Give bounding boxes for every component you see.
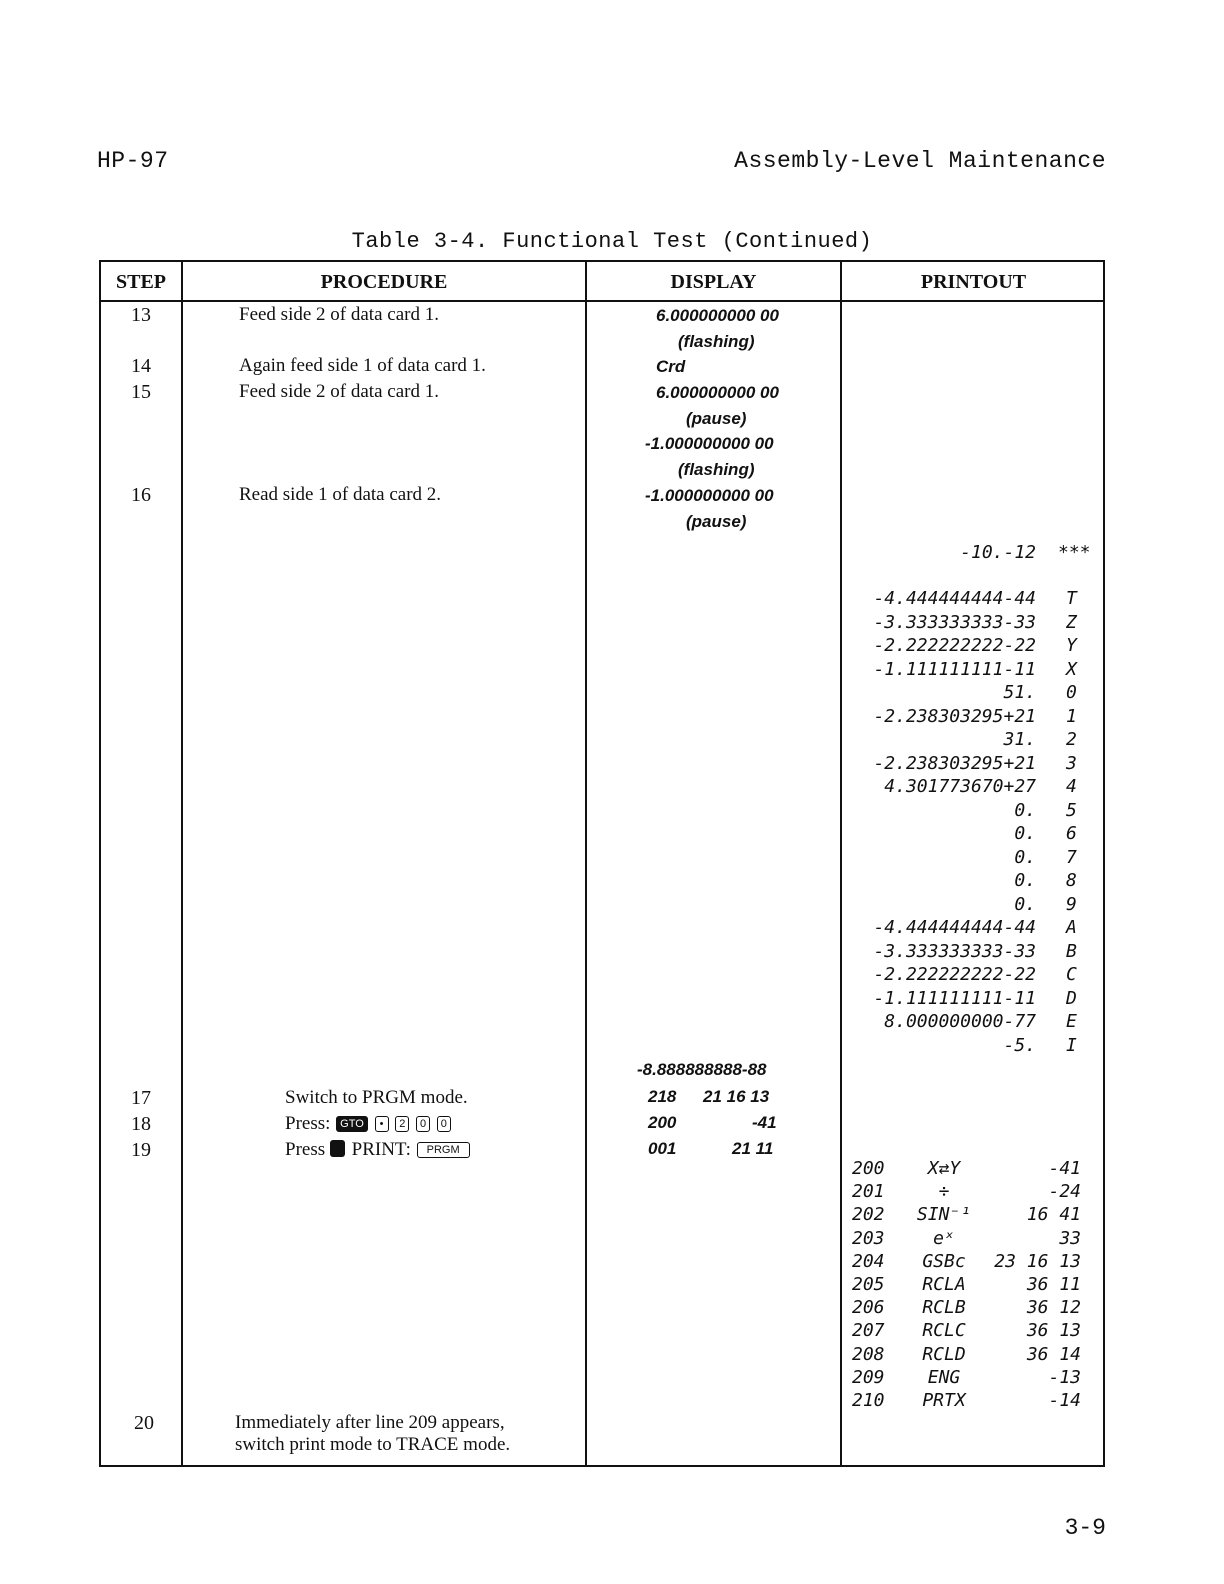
register-name: A (1066, 917, 1077, 938)
display-reading: Crd (656, 357, 686, 376)
print-label: PRINT: (351, 1139, 411, 1160)
register-name: 3 (1066, 752, 1077, 774)
running-header-right: Assembly-Level Maintenance (734, 148, 1106, 174)
program-mnemonic: RCLC (922, 1320, 966, 1342)
page-number: 3-9 (1064, 1515, 1106, 1541)
procedure-text: Immediately after line 209 appears, (235, 1412, 505, 1433)
procedure-text: switch print mode to TRACE mode. (235, 1434, 511, 1455)
program-mnemonic: ÷ (938, 1181, 950, 1203)
display-line-number: 200 (648, 1113, 677, 1132)
register-name: 6 (1066, 823, 1077, 844)
gto-key: GTO (336, 1116, 368, 1132)
register-name: Z (1066, 611, 1077, 633)
procedure-text: Feed side 2 of data card 1. (239, 381, 439, 402)
display-line-number: 001 (648, 1139, 677, 1158)
register-name: 7 (1066, 846, 1077, 868)
program-keycode: 16 41 (1026, 1204, 1081, 1226)
program-mnemonic: GSBc (922, 1250, 966, 1272)
display-keycode: 21 16 13 (703, 1087, 770, 1106)
program-line-number: 206 (852, 1297, 885, 1319)
column-header-procedure: PROCEDURE (320, 271, 448, 293)
program-mnemonic: PRTX (922, 1390, 966, 1411)
program-line-number: 210 (852, 1390, 885, 1411)
register-value: -3.333333333-33 (873, 940, 1036, 962)
register-value: 0. (1014, 799, 1036, 821)
register-name: I (1066, 1034, 1077, 1056)
program-mnemonic: eˣ (933, 1227, 955, 1249)
register-name: 9 (1066, 893, 1077, 915)
procedure-keystrokes (285, 1113, 452, 1135)
register-value: 0. (1014, 893, 1036, 915)
printout-header-value: -10.-12 (960, 542, 1036, 563)
step-number: 17 (131, 1087, 151, 1109)
program-line-number: 208 (852, 1343, 885, 1365)
register-name: B (1066, 940, 1077, 962)
column-divider (585, 262, 587, 1465)
register-name: E (1066, 1011, 1077, 1032)
register-value: 0. (1014, 823, 1036, 844)
column-header-step: STEP (115, 271, 167, 293)
program-keycode: 36 11 (1026, 1274, 1081, 1295)
display-reading: 6.000000000 00 (656, 383, 779, 402)
program-keycode: -24 (1048, 1181, 1081, 1203)
program-line-number: 204 (852, 1250, 885, 1272)
step-number: 13 (131, 304, 151, 326)
procedure-keystrokes (285, 1139, 471, 1161)
display-keycode: -41 (752, 1113, 777, 1132)
register-value: -3.333333333-33 (873, 611, 1036, 633)
register-name: 2 (1066, 729, 1077, 750)
program-mnemonic: RCLA (922, 1274, 966, 1295)
procedure-text: Read side 1 of data card 2. (239, 484, 442, 505)
register-name: X (1066, 658, 1077, 680)
register-value: 51. (1003, 682, 1036, 703)
register-name: 1 (1066, 705, 1077, 727)
register-value: -4.444444444-44 (873, 588, 1036, 609)
step-number: 16 (131, 484, 151, 506)
program-keycode: 36 13 (1026, 1320, 1081, 1342)
register-name: C (1066, 964, 1077, 985)
shift-key-icon (330, 1140, 345, 1157)
printout-header-flag: *** (1058, 542, 1091, 563)
step-number: 19 (131, 1139, 151, 1161)
display-keycode: 21 11 (732, 1139, 774, 1158)
procedure-text: Feed side 2 of data card 1. (239, 304, 439, 325)
register-value: -1.111111111-11 (873, 987, 1036, 1009)
display-reading: -8.888888888-88 (637, 1060, 767, 1079)
header-divider (101, 300, 1103, 302)
register-name: T (1066, 588, 1077, 609)
digit-2-key: 2 (395, 1116, 409, 1132)
display-reading: -1.000000000 00 (645, 486, 774, 505)
program-line-number: 200 (852, 1158, 885, 1179)
program-keycode: 36 14 (1026, 1343, 1081, 1365)
register-name: D (1066, 987, 1077, 1009)
press-label: Press: (285, 1113, 331, 1134)
program-keycode: 33 (1059, 1227, 1081, 1249)
program-keycode: 36 12 (1026, 1297, 1081, 1319)
program-keycode: -14 (1048, 1390, 1081, 1411)
program-keycode: 23 16 13 (994, 1250, 1081, 1272)
program-keycode: -13 (1048, 1366, 1081, 1388)
program-line-number: 203 (852, 1227, 885, 1249)
program-mnemonic: RCLD (922, 1343, 966, 1365)
register-value: -2.238303295+21 (873, 752, 1036, 774)
display-note: (flashing) (678, 332, 755, 351)
register-value: -2.222222222-22 (873, 635, 1036, 656)
column-divider (181, 262, 183, 1465)
decimal-key: • (375, 1116, 389, 1132)
procedure-text: Again feed side 1 of data card 1. (239, 355, 486, 376)
prgm-key: PRGM (417, 1142, 470, 1158)
program-line-number: 207 (852, 1320, 885, 1342)
program-mnemonic: ENG (927, 1366, 961, 1388)
table-title: Table 3-4. Functional Test (Continued) (351, 229, 873, 254)
display-note: (flashing) (678, 460, 755, 479)
register-value: 31. (1003, 729, 1036, 750)
running-header-left: HP-97 (97, 148, 169, 174)
program-mnemonic: X⇄Y (927, 1158, 961, 1179)
register-name: 0 (1066, 682, 1077, 703)
program-line-number: 205 (852, 1274, 885, 1295)
program-mnemonic: SIN⁻¹ (916, 1204, 972, 1226)
step-number: 18 (131, 1113, 151, 1135)
digit-0-key: 0 (416, 1116, 430, 1132)
register-value: -2.238303295+21 (873, 705, 1036, 727)
display-note: (pause) (686, 409, 747, 428)
column-header-display: DISPLAY (670, 271, 757, 293)
register-name: 4 (1066, 776, 1077, 797)
display-reading: 6.000000000 00 (656, 306, 779, 325)
register-value: -4.444444444-44 (873, 917, 1036, 938)
register-value: 8.000000000-77 (884, 1011, 1036, 1032)
column-header-printout: PRINTOUT (920, 271, 1027, 293)
register-value: -5. (1003, 1034, 1036, 1056)
register-value: 0. (1014, 846, 1036, 868)
program-keycode: -41 (1048, 1158, 1081, 1179)
display-note: (pause) (686, 512, 747, 531)
step-number: 20 (134, 1412, 154, 1434)
register-name: Y (1066, 635, 1077, 656)
procedure-text: Switch to PRGM mode. (285, 1087, 468, 1108)
press-label: Press (285, 1139, 326, 1160)
program-line-number: 201 (852, 1181, 885, 1203)
register-value: -1.111111111-11 (873, 658, 1036, 680)
functional-test-table (99, 260, 1105, 1467)
digit-0-key: 0 (437, 1116, 451, 1132)
register-value: -2.222222222-22 (873, 964, 1036, 985)
program-line-number: 209 (852, 1366, 885, 1388)
step-number: 14 (131, 355, 151, 377)
program-mnemonic: RCLB (922, 1297, 966, 1319)
display-reading: -1.000000000 00 (645, 434, 774, 453)
display-line-number: 218 (648, 1087, 677, 1106)
step-number: 15 (131, 381, 151, 403)
register-name: 8 (1066, 870, 1077, 891)
register-name: 5 (1066, 799, 1077, 821)
program-line-number: 202 (852, 1204, 885, 1226)
register-value: 4.301773670+27 (884, 776, 1036, 797)
register-value: 0. (1014, 870, 1036, 891)
